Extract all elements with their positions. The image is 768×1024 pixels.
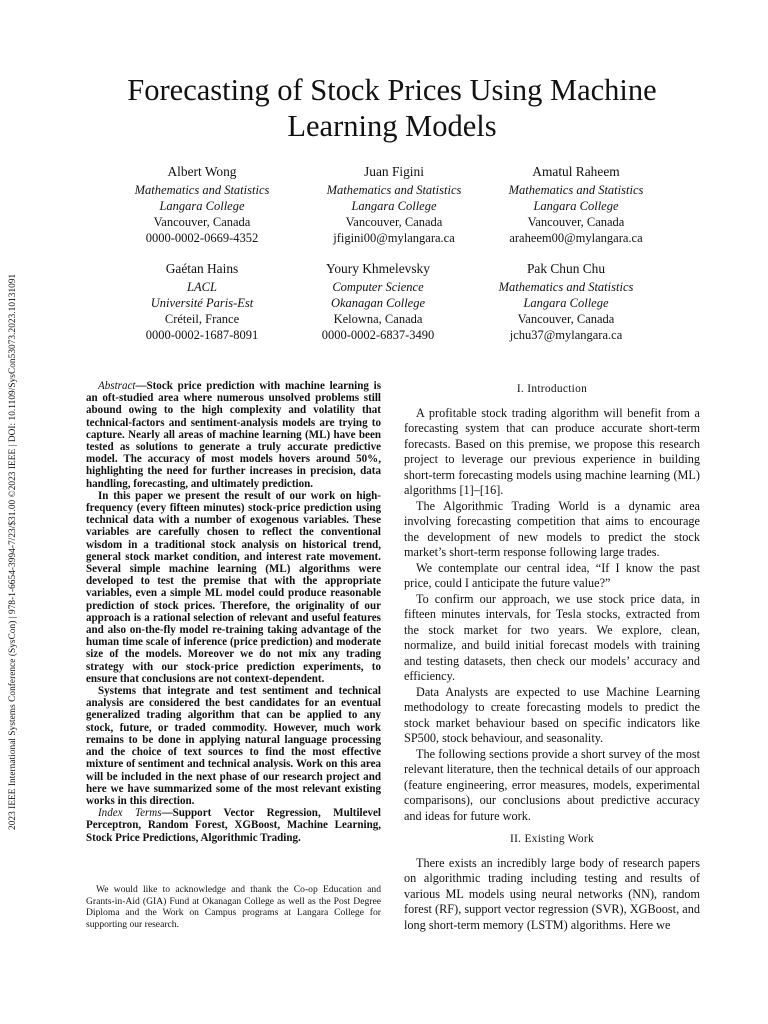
body-paragraph: The following sections provide a short survey of the most relevant literature, then the technical details of our approach (feature engineering, error measures, models, experimental comparisons), our conclusions about predictive accuracy and ideas for future work. — [404, 746, 700, 823]
author-contact: 0000-0002-6837-3490 — [321, 328, 435, 342]
title-line-2: Learning Models — [287, 109, 497, 143]
section-heading: I. Introduction — [516, 383, 588, 395]
body-paragraph: To confirm our approach, we use stock price data, in fifteen minutes intervals, for Tesla stocks, extracted from the stock market for two years. We explore, clean, normalize, and build initial forecast models with training and testing datasets, then check our models’ accuracy and efficiency. — [404, 591, 700, 683]
author-name: Gaétan Hains — [165, 261, 239, 276]
left-column — [86, 380, 381, 844]
body-paragraph: A profitable stock trading algorithm will benefit from a forecasting system that can produce accurate short-term forecasts. Based on this premise, we propose this research project to leverage our previous experience in building short-term forecasting models using machine learning (ML) algorithms [1]–[16]. — [404, 405, 700, 497]
acknowledgement-footnote — [86, 884, 381, 930]
author-dept: Mathematics and Statistics — [134, 183, 270, 197]
footnote-text: We would like to acknowledge and thank the Co-op Education and Grants-in-Aid (GIA) Fund at Okanagan College as well as the Post Degree Diploma and the Work on Campus programs at Langara College for supporting our research. — [86, 884, 381, 930]
body-paragraph: Data Analysts are expected to use Machine Learning methodology to create forecasting models to predict the stock market behaviour based on specific indicators like SP500, stock behaviour, and seasonality. — [404, 684, 700, 745]
author-contact: 0000-0002-0669-4352 — [145, 231, 259, 245]
abstract-text: Stock price prediction with machine learning is an oft-studied area where numerous unsolved problems still abound owing to the high complexity and volatility that technical-factors and sentiment-analysis models are trying to capture. Nearly all areas of machine learning (ML) have been tested as solutions to generate a truly accurate predictive model. The accuracy of most models hovers around 50%, highlighting the need for further increases in precision, data handling, forecasting, and ultimately prediction. — [86, 380, 381, 490]
author-location: Vancouver, Canada — [153, 215, 251, 229]
author-org: Langara College — [159, 199, 245, 213]
section-heading: II. Existing Work — [509, 833, 595, 845]
author-dept: Computer Science — [332, 280, 424, 294]
author-name: Amatul Raheem — [532, 164, 620, 179]
index-terms — [86, 807, 381, 844]
abstract-dash: — — [135, 380, 147, 392]
index-terms-text: Support Vector Regression, Multilevel Perceptron, Random Forest, XGBoost, Machine Learning, Stock Price Predictions, Algorithmic Trading. — [86, 807, 381, 844]
author-location: Vancouver, Canada — [527, 215, 625, 229]
author-location: Vancouver, Canada — [345, 215, 443, 229]
author-block — [446, 261, 686, 343]
author-org: Okanagan College — [330, 296, 426, 310]
author-name: Pak Chun Chu — [526, 261, 606, 276]
index-terms-label: Index Terms — [98, 807, 162, 820]
author-block — [456, 164, 696, 246]
author-dept: Mathematics and Statistics — [498, 280, 634, 294]
author-name: Albert Wong — [167, 164, 237, 179]
side-copyright-label — [8, 210, 18, 830]
author-location: Vancouver, Canada — [517, 312, 615, 326]
right-column — [404, 382, 700, 933]
author-location: Kelowna, Canada — [333, 312, 423, 326]
author-org: Langara College — [523, 296, 609, 310]
body-paragraph: The Algorithmic Trading World is a dynamic area involving forecasting competition that aims to encourage the development of new models to predict the stock market’s short-term response following large trades. — [404, 498, 700, 559]
abstract-paragraph: Systems that integrate and test sentiment and technical analysis are considered the best candidates for an eventual generalized trading algorithm that can be applied to any stock, future, or traded commodity. However, much work remains to be done in applying natural language processing and the choice of text sources to find the most effective mixture of sentiment and technical analysis. Work on this area will be included in the next phase of our research project and here we have summarized some of the most relevant existing works in this direction. — [86, 685, 381, 807]
author-dept: LACL — [187, 280, 217, 294]
author-dept: Mathematics and Statistics — [508, 183, 644, 197]
side-label-text: 2023 IEEE International Systems Conference (SysCon) | 978-1-6654-3994-7/23/$31.00 ©2023 IEEE | DOI: 10.1109/SysCon53073.2023.10131091 — [8, 273, 18, 830]
body-paragraph: We contemplate our central idea, “If I know the past price, could I anticipate the future value?” — [404, 560, 700, 590]
author-org: Université Paris-Est — [150, 296, 254, 310]
abstract-label: Abstract — [98, 380, 136, 392]
author-org: Langara College — [351, 199, 437, 213]
author-contact: araheem00@mylangara.ca — [509, 231, 643, 245]
author-location: Créteil, France — [164, 312, 240, 326]
author-dept: Mathematics and Statistics — [326, 183, 462, 197]
author-org: Langara College — [533, 199, 619, 213]
body-paragraph: There exists an incredibly large body of research papers on algorithmic trading including testing and results of various ML models using neural networks (NN), random forest (RF), support vector regression (SVR), XGBoost, and long short-term memory (LSTM) algorithms. Here we — [404, 855, 700, 932]
abstract-paragraph — [86, 380, 381, 490]
author-name: Youry Khmelevsky — [326, 261, 430, 276]
abstract-paragraph: In this paper we present the result of our work on high-frequency (every fifteen minutes) stock-price prediction using technical data with a number of exogenous variables. These variables are carefully chosen to reflect the conventional wisdom in a traditional stock analysis on historical trend, general stock market condition, and interest rate movement. Several simple machine learning (ML) algorithms were developed to test the premise that with the appropriate variables, even a simple ML model could produce reasonable prediction of stock prices. Therefore, the originality of our approach is a rational selection of relevant and useful features and also on-the-fly model re-training taking advantage of the human time scale of inference (price prediction) and moderate size of the models. Moreover we do not mix any trading strategy with our stock-price prediction experiments, to ensure that conclusions are not context-dependent. — [86, 489, 381, 685]
author-contact: 0000-0002-1687-8091 — [145, 328, 259, 342]
author-contact: jchu37@mylangara.ca — [509, 328, 623, 342]
title-line-1: Forecasting of Stock Prices Using Machine — [127, 73, 657, 107]
author-contact: jfigini00@mylangara.ca — [333, 231, 455, 245]
author-name: Juan Figini — [364, 164, 424, 179]
index-terms-dash: — — [161, 807, 173, 820]
paper-title — [60, 72, 724, 144]
